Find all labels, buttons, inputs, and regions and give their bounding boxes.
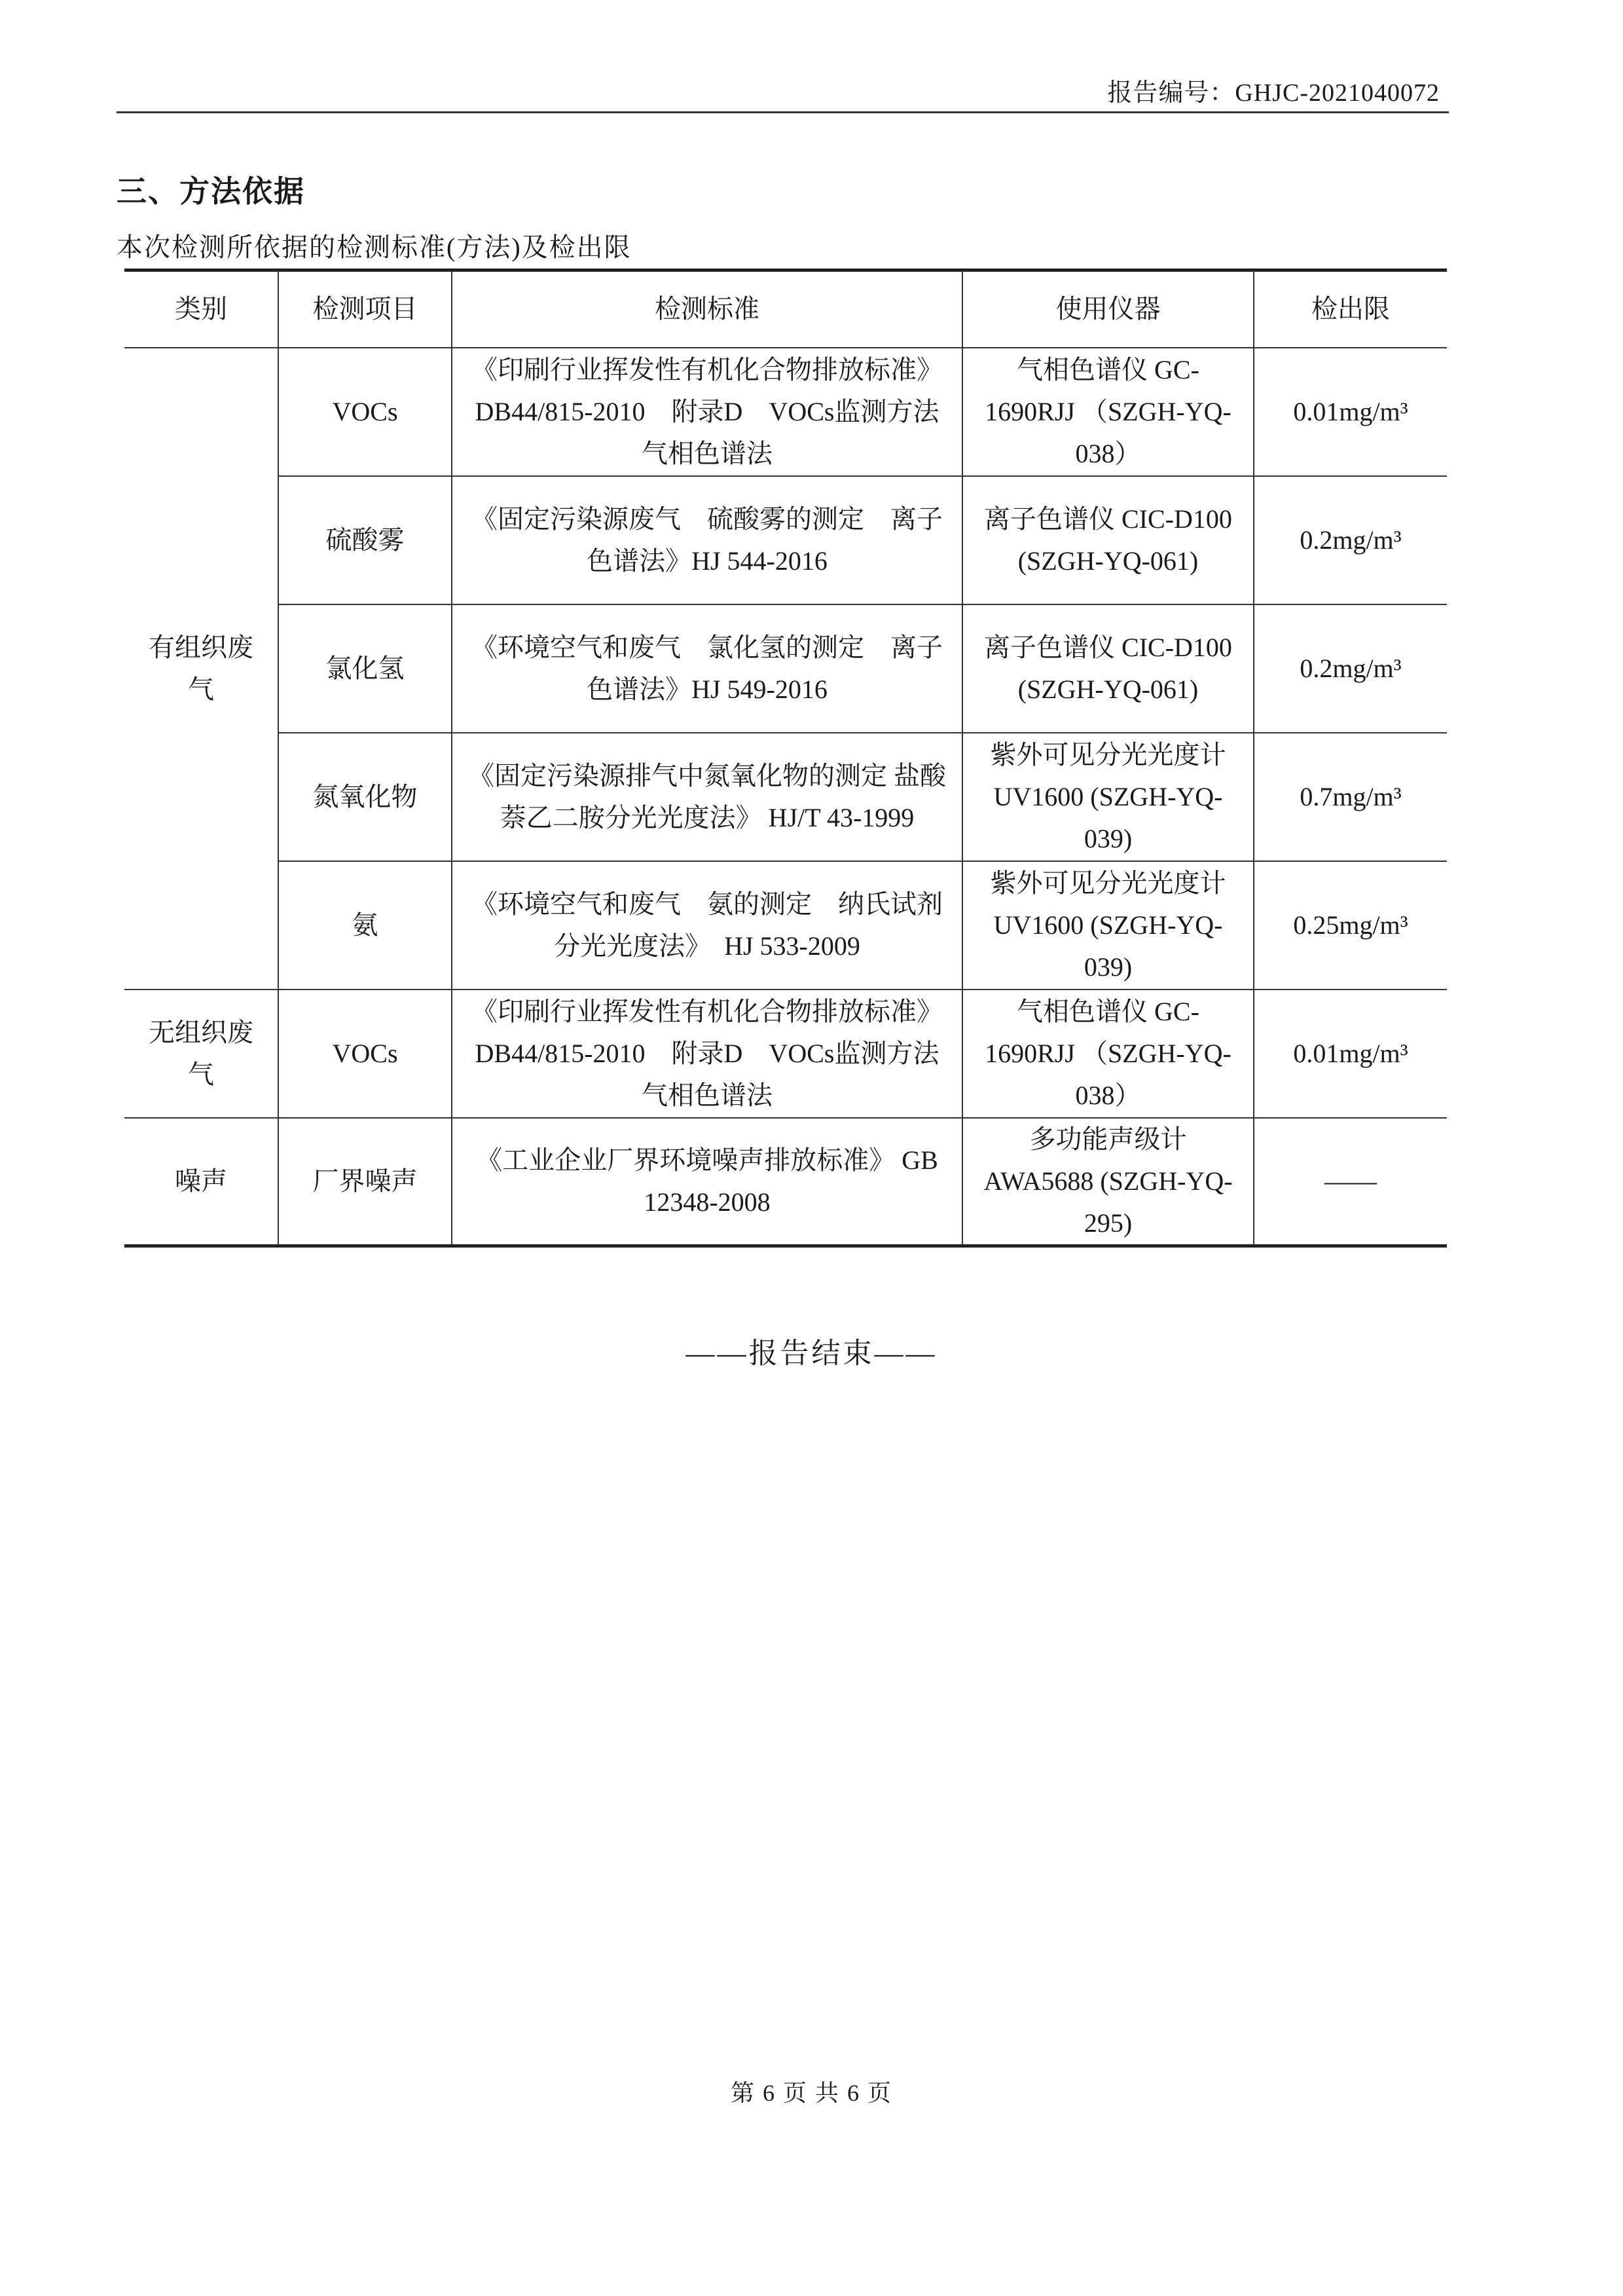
report-number: 报告编号：GHJC-2021040072 <box>1107 79 1440 107</box>
standard-cell: 《环境空气和废气 氨的测定 纳氏试剂分光光度法》 HJ 533-2009 <box>452 861 962 990</box>
page-number: 第 6 页 共 6 页 <box>730 2080 892 2106</box>
section-title: 三、方法依据 <box>117 175 305 208</box>
instrument-cell: 离子色谱仪 CIC-D100 (SZGH-YQ-061) <box>962 604 1254 733</box>
standard-cell: 《固定污染源排气中氮氧化物的测定 盐酸萘乙二胺分光光度法》 HJ/T 43-1999 <box>452 733 962 861</box>
item-cell: 氯化氢 <box>278 604 452 733</box>
header-limit: 检出限 <box>1254 270 1447 348</box>
instrument-cell: 气相色谱仪 GC-1690RJJ （SZGH-YQ-038） <box>962 348 1254 476</box>
standard-cell: 《印刷行业挥发性有机化合物排放标准》DB44/815-2010 附录D VOCs监测方法 气相色谱法 <box>452 348 962 476</box>
standard-cell: 《工业企业厂界环境噪声排放标准》 GB 12348-2008 <box>452 1118 962 1246</box>
limit-cell: 0.25mg/m³ <box>1254 861 1447 990</box>
item-cell: 氮氧化物 <box>278 733 452 861</box>
header-item: 检测项目 <box>278 270 452 348</box>
header-category: 类别 <box>124 270 278 348</box>
item-cell: 氨 <box>278 861 452 990</box>
limit-cell: 0.01mg/m³ <box>1254 348 1447 476</box>
table-row <box>124 861 1447 990</box>
item-cell: VOCs <box>278 990 452 1118</box>
limit-cell: 0.01mg/m³ <box>1254 990 1447 1118</box>
instrument-cell: 多功能声级计 AWA5688 (SZGH-YQ-295) <box>962 1118 1254 1246</box>
limit-cell: 0.2mg/m³ <box>1254 476 1447 604</box>
instrument-cell: 紫外可见分光光度计 UV1600 (SZGH-YQ-039) <box>962 861 1254 990</box>
table-header-row <box>124 270 1447 348</box>
standard-cell: 《印刷行业挥发性有机化合物排放标准》DB44/815-2010 附录D VOCs监测方法 气相色谱法 <box>452 990 962 1118</box>
limit-cell: 0.2mg/m³ <box>1254 604 1447 733</box>
instrument-cell: 离子色谱仪 CIC-D100 (SZGH-YQ-061) <box>962 476 1254 604</box>
instrument-cell: 气相色谱仪 GC-1690RJJ （SZGH-YQ-038） <box>962 990 1254 1118</box>
header-instrument: 使用仪器 <box>962 270 1254 348</box>
category-cell: 有组织废气 <box>124 348 278 990</box>
table-row <box>124 733 1447 861</box>
standard-cell: 《固定污染源废气 硫酸雾的测定 离子色谱法》HJ 544-2016 <box>452 476 962 604</box>
report-end-mark: ——报告结束—— <box>685 1337 938 1369</box>
table-caption: 本次检测所依据的检测标准(方法)及检出限 <box>117 232 632 262</box>
methods-table <box>124 268 1447 1248</box>
item-cell: VOCs <box>278 348 452 476</box>
table-row <box>124 1118 1447 1246</box>
table-row <box>124 476 1447 604</box>
item-cell: 硫酸雾 <box>278 476 452 604</box>
item-cell: 厂界噪声 <box>278 1118 452 1246</box>
table-row <box>124 990 1447 1118</box>
table-row <box>124 348 1447 476</box>
header-rule <box>117 111 1449 113</box>
header-standard: 检测标准 <box>452 270 962 348</box>
standard-cell: 《环境空气和废气 氯化氢的测定 离子色谱法》HJ 549-2016 <box>452 604 962 733</box>
table-row <box>124 604 1447 733</box>
limit-cell: —— <box>1254 1118 1447 1246</box>
instrument-cell: 紫外可见分光光度计 UV1600 (SZGH-YQ-039) <box>962 733 1254 861</box>
category-cell: 无组织废气 <box>124 990 278 1118</box>
limit-cell: 0.7mg/m³ <box>1254 733 1447 861</box>
category-cell: 噪声 <box>124 1118 278 1246</box>
